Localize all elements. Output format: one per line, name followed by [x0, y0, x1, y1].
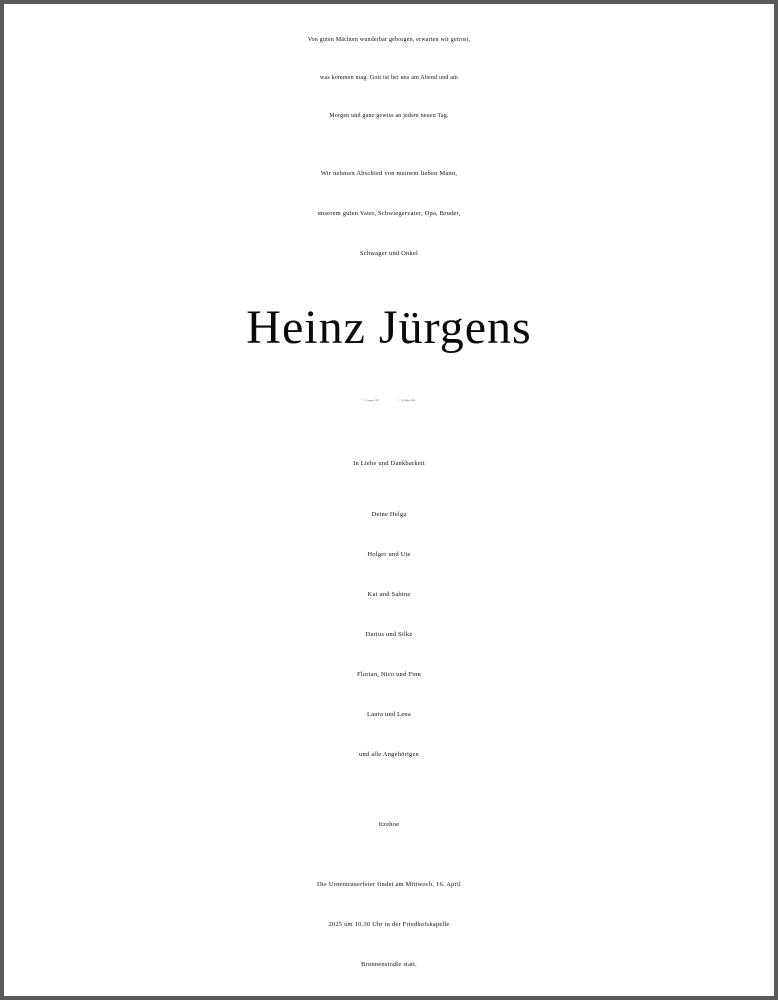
farewell-line: unserem guten Vater, Schwiegervater, Opa, Bruder, [317, 210, 461, 217]
life-dates [4, 386, 774, 416]
verse-line: Von guten Mächten wunderbar geborgen, erwarten wir getrost, [307, 37, 471, 43]
birth-date: * 2. August 1937 [362, 400, 380, 402]
mourner-name: Florian, Nico und Finn [357, 671, 421, 678]
ceremony-line: 2025 um 10.30 Uhr in der Friedhofskapelle [328, 921, 450, 928]
mourner-name: Holger und Ute [367, 551, 411, 558]
ceremony-line: Die Urnentrauerfeier findet am Mittwoch, 16. April [317, 881, 461, 888]
dedication: In Liebe und Dankbarkeit [353, 460, 425, 467]
farewell-line: Wir nehmen Abschied von meinem lieben Mann, [320, 170, 458, 177]
farewell-line: Schwager und Onkel [359, 250, 419, 257]
mourner-name: Laura und Lena [367, 711, 411, 718]
place: Itzehoe [378, 821, 400, 828]
ceremony-line: Brunnenstraße statt. [361, 961, 417, 968]
verse-line: Morgen und ganz gewiss an jedem neuen Tag. [329, 113, 449, 119]
mourner-name: Kai und Sabine [367, 591, 411, 598]
mourner-name: Deine Helga [371, 511, 407, 518]
mourner-name: Darius und Silke [365, 631, 413, 638]
deceased-name: Heinz Jürgens [246, 301, 532, 354]
mourner-name: und alle Angehörigen [359, 751, 419, 758]
death-date: † 28. März 2025 [399, 400, 416, 402]
verse-line: was kommen mag. Gott ist bei uns am Abend und am [319, 75, 459, 81]
